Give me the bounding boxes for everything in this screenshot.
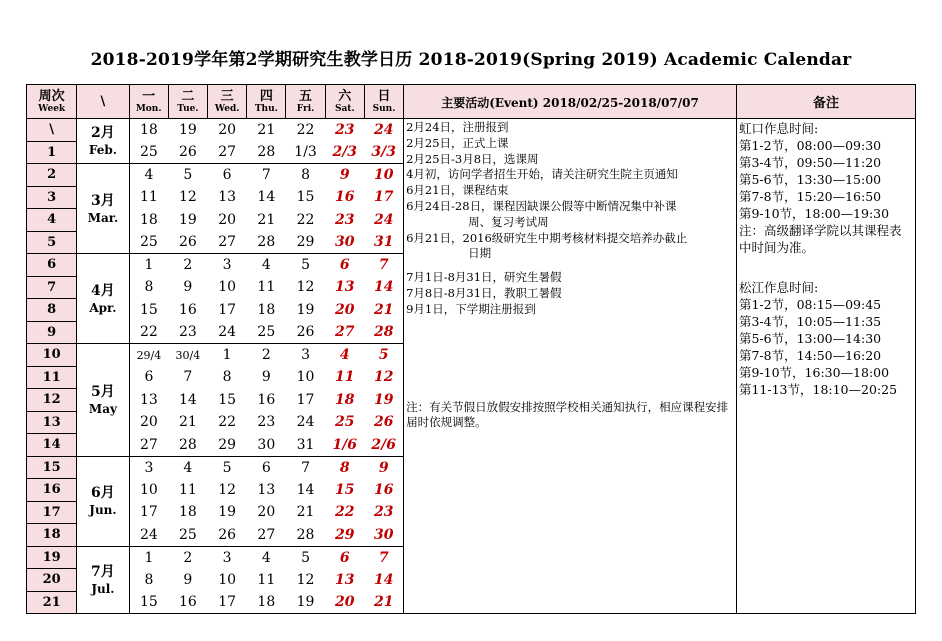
day-cell: 16 bbox=[364, 479, 403, 502]
day-cell: 24 bbox=[296, 414, 315, 431]
day-cell: 4 bbox=[325, 344, 364, 367]
day-cell: 11 bbox=[257, 571, 276, 588]
week-number: 8 bbox=[27, 299, 77, 322]
day-header-wed: 三 Wed. bbox=[208, 85, 247, 119]
event-line: 6月21日，2016级研究生中期考核材料提交培养办截止 bbox=[406, 230, 688, 245]
day-cell: 10 bbox=[140, 481, 158, 498]
day-cell: 7 bbox=[364, 254, 403, 277]
day-cell: 17 bbox=[140, 504, 158, 521]
week-number: 20 bbox=[27, 569, 77, 592]
month-label-hz: 7月 bbox=[91, 563, 115, 580]
month-label-hz: 5月 bbox=[91, 383, 115, 400]
events-note: 注：有关节假日放假安排按照学校相关通知执行，相应课程安排届时依规调整。 bbox=[406, 399, 729, 430]
day-cell: 10 bbox=[296, 369, 315, 386]
week-number: 12 bbox=[27, 389, 77, 412]
songjiang-period: 第11-13节，18:10—20:25 bbox=[738, 382, 898, 397]
day-cell: 27 bbox=[208, 141, 247, 164]
day-cell: 23 bbox=[257, 414, 276, 431]
day-cell: 18 bbox=[129, 119, 168, 142]
day-cell: 27 bbox=[325, 321, 364, 344]
day-cell: 12 bbox=[296, 571, 315, 588]
day-cell: 28 bbox=[286, 524, 325, 547]
day-cell: 3 bbox=[129, 456, 168, 479]
day-header-sat: 六 Sat. bbox=[325, 85, 364, 119]
hongkou-period: 第5-6节，13:30—15:00 bbox=[738, 172, 882, 187]
day-cell: 23 bbox=[335, 211, 355, 228]
event-line: 2月25日-3月8日，选课周 bbox=[406, 151, 539, 166]
day-cell: 12 bbox=[364, 366, 403, 389]
week-number: 3 bbox=[27, 186, 77, 209]
week-number: 21 bbox=[27, 591, 77, 614]
week-number: 1 bbox=[27, 141, 77, 164]
day-cell: 8 bbox=[325, 456, 364, 479]
day-header-fri: 五 Fri. bbox=[286, 85, 325, 119]
day-cell: 6 bbox=[208, 164, 247, 187]
month-label-en: May bbox=[88, 401, 117, 416]
week-number: 19 bbox=[27, 546, 77, 569]
event-line: 日期 bbox=[468, 246, 492, 261]
day-cell: 31 bbox=[286, 434, 325, 457]
day-cell: 5 bbox=[168, 164, 207, 187]
day-cell: 9 bbox=[364, 456, 403, 479]
day-cell: 2/3 bbox=[325, 141, 364, 164]
day-cell: 16 bbox=[257, 391, 276, 408]
day-cell: 3 bbox=[208, 254, 247, 277]
month-label-hz: 3月 bbox=[91, 192, 115, 209]
day-cell: 30/4 bbox=[168, 344, 207, 367]
day-cell: 2/6 bbox=[364, 434, 403, 457]
day-cell: 15 bbox=[218, 391, 237, 408]
month-cell bbox=[77, 164, 129, 254]
hongkou-period: 第7-8节，15:20—16:50 bbox=[738, 189, 882, 204]
day-cell: 8 bbox=[144, 571, 154, 588]
day-header-sun: 日 Sun. bbox=[364, 85, 403, 119]
day-cell: 21 bbox=[178, 414, 197, 431]
day-cell: 15 bbox=[129, 591, 168, 614]
day-cell: 21 bbox=[296, 504, 315, 521]
week-number: 11 bbox=[27, 366, 77, 389]
day-cell: 20 bbox=[325, 591, 364, 614]
day-cell: 15 bbox=[335, 481, 355, 498]
day-cell: 26 bbox=[168, 231, 207, 254]
day-cell: 11 bbox=[257, 279, 276, 296]
hongkou-period: 第1-2节，08:00—09:30 bbox=[738, 138, 882, 153]
day-cell: 9 bbox=[325, 164, 364, 187]
songjiang-period: 第7-8节，14:50—16:20 bbox=[738, 348, 882, 363]
day-cell: 22 bbox=[335, 504, 355, 521]
day-cell: 13 bbox=[335, 279, 355, 296]
hongkou-note: 注：高级翻译学院以其课程表中时间为准。 bbox=[738, 223, 902, 255]
day-cell: 26 bbox=[208, 524, 247, 547]
day-cell: 5 bbox=[286, 546, 325, 569]
event-line: 2月24日，注册报到 bbox=[406, 120, 509, 134]
day-cell: 16 bbox=[178, 301, 197, 318]
day-cell: 10 bbox=[218, 279, 237, 296]
day-cell: 8 bbox=[286, 164, 325, 187]
day-cell: 28 bbox=[247, 141, 286, 164]
day-cell: 17 bbox=[208, 591, 247, 614]
week-number: 6 bbox=[27, 254, 77, 277]
day-cell: 10 bbox=[364, 164, 403, 187]
month-cell bbox=[77, 456, 129, 546]
week-number: 7 bbox=[27, 276, 77, 299]
day-cell: 6 bbox=[325, 546, 364, 569]
day-cell: 17 bbox=[296, 391, 315, 408]
day-cell: 28 bbox=[364, 321, 403, 344]
day-cell: 19 bbox=[296, 301, 315, 318]
week-number: 17 bbox=[27, 501, 77, 524]
day-cell: 7 bbox=[286, 456, 325, 479]
day-cell: 10 bbox=[218, 571, 237, 588]
day-cell: 19 bbox=[286, 591, 325, 614]
day-cell: 5 bbox=[208, 456, 247, 479]
day-cell: 16 bbox=[335, 189, 355, 206]
day-cell: 21 bbox=[364, 591, 403, 614]
day-cell: 14 bbox=[178, 391, 197, 408]
day-cell: 30 bbox=[364, 524, 403, 547]
day-cell: 5 bbox=[286, 254, 325, 277]
event-line: 6月24日-28日，课程因缺课公假等中断情况集中补课 bbox=[406, 198, 677, 213]
day-cell: 26 bbox=[286, 321, 325, 344]
day-cell: 30 bbox=[325, 231, 364, 254]
day-cell: 30 bbox=[247, 434, 286, 457]
events-header: 主要活动(Event) 2018/02/25-2018/07/07 bbox=[404, 85, 737, 119]
day-cell: 9 bbox=[183, 571, 193, 588]
day-cell: 25 bbox=[129, 141, 168, 164]
day-cell: 20 bbox=[140, 414, 158, 431]
day-cell: 19 bbox=[168, 119, 207, 142]
day-cell: 23 bbox=[325, 119, 364, 142]
event-line: 9月1日，下学期注册报到 bbox=[406, 301, 536, 316]
day-cell: 1/3 bbox=[286, 141, 325, 164]
day-cell: 22 bbox=[218, 414, 237, 431]
calendar-table bbox=[26, 84, 916, 614]
day-cell: 3 bbox=[286, 344, 325, 367]
week-number: 14 bbox=[27, 434, 77, 457]
day-cell: 8 bbox=[144, 279, 154, 296]
day-cell: 4 bbox=[168, 456, 207, 479]
month-label-en: Mar. bbox=[87, 210, 119, 225]
week-number: 18 bbox=[27, 524, 77, 547]
day-cell: 21 bbox=[364, 299, 403, 322]
event-line: 6月21日，课程结束 bbox=[406, 183, 509, 198]
day-cell: 19 bbox=[218, 504, 237, 521]
day-cell: 21 bbox=[257, 211, 276, 228]
day-cell: 3/3 bbox=[364, 141, 403, 164]
day-cell: 6 bbox=[325, 254, 364, 277]
day-cell: 19 bbox=[364, 389, 403, 412]
hongkou-period: 第3-4节，09:50—11:20 bbox=[738, 155, 882, 170]
day-cell: 29 bbox=[325, 524, 364, 547]
day-cell: 25 bbox=[129, 231, 168, 254]
day-cell: 29/4 bbox=[129, 344, 168, 367]
day-cell: 13 bbox=[140, 391, 158, 408]
event-line: 7月8日-8月31日，教职工暑假 bbox=[406, 285, 562, 300]
day-cell: 19 bbox=[178, 211, 197, 228]
day-cell: 12 bbox=[218, 481, 237, 498]
day-cell: 4 bbox=[247, 254, 286, 277]
day-cell: 14 bbox=[257, 189, 276, 206]
day-cell: 23 bbox=[364, 501, 403, 524]
day-cell: 25 bbox=[168, 524, 207, 547]
hongkou-period: 第9-10节，18:00—19:30 bbox=[738, 206, 890, 221]
week-number: 16 bbox=[27, 479, 77, 502]
day-cell: 22 bbox=[286, 119, 325, 142]
songjiang-period: 第5-6节，13:00—14:30 bbox=[738, 331, 882, 346]
day-cell: 27 bbox=[208, 231, 247, 254]
notes-header: 备注 bbox=[736, 85, 915, 119]
week-number: \ bbox=[27, 119, 77, 142]
event-line: 4月初，访问学者招生开始，请关注研究生院主页通知 bbox=[406, 167, 678, 182]
day-cell: 18 bbox=[178, 504, 197, 521]
songjiang-title: 松江作息时间: bbox=[738, 280, 819, 295]
day-cell: 6 bbox=[247, 456, 286, 479]
day-cell: 15 bbox=[140, 301, 158, 318]
day-cell: 23 bbox=[168, 321, 207, 344]
day-cell: 8 bbox=[222, 369, 232, 386]
event-line: 7月1日-8月31日，研究生暑假 bbox=[406, 270, 562, 285]
month-cell bbox=[77, 254, 129, 344]
day-cell: 26 bbox=[364, 411, 403, 434]
day-cell: 7 bbox=[247, 164, 286, 187]
day-cell: 1 bbox=[208, 344, 247, 367]
songjiang-period: 第1-2节，08:15—09:45 bbox=[738, 297, 882, 312]
header-row bbox=[27, 85, 916, 119]
day-cell: 7 bbox=[364, 546, 403, 569]
day-cell: 11 bbox=[178, 481, 197, 498]
day-cell: 14 bbox=[296, 481, 315, 498]
day-cell: 28 bbox=[168, 434, 207, 457]
page-title: 2018-2019学年第2学期研究生教学日历 2018-2019(Spring 2019) Academic Calendar bbox=[90, 50, 852, 70]
day-cell: 1 bbox=[129, 254, 168, 277]
day-cell: 29 bbox=[208, 434, 247, 457]
month-label-en: Jul. bbox=[91, 581, 115, 596]
day-cell: 25 bbox=[247, 321, 286, 344]
day-cell: 14 bbox=[364, 276, 403, 299]
day-cell: 18 bbox=[335, 391, 355, 408]
month-label-hz: 4月 bbox=[91, 282, 115, 299]
day-cell: 5 bbox=[364, 344, 403, 367]
day-cell: 16 bbox=[168, 591, 207, 614]
day-cell: 12 bbox=[296, 279, 315, 296]
day-cell: 18 bbox=[257, 301, 276, 318]
day-cell: 4 bbox=[129, 164, 168, 187]
week-number: 5 bbox=[27, 231, 77, 254]
event-line: 2月25日，正式上课 bbox=[406, 135, 509, 150]
day-cell: 17 bbox=[218, 301, 237, 318]
month-label-hz: 2月 bbox=[91, 125, 115, 141]
day-cell: 17 bbox=[364, 186, 403, 209]
day-cell: 14 bbox=[364, 569, 403, 592]
songjiang-period: 第3-4节，10:05—11:35 bbox=[738, 314, 882, 329]
day-cell: 28 bbox=[247, 231, 286, 254]
day-cell: 11 bbox=[140, 189, 158, 206]
day-cell: 21 bbox=[247, 119, 286, 142]
day-cell: 27 bbox=[129, 434, 168, 457]
day-cell: 4 bbox=[247, 546, 286, 569]
month-label-en: Jun. bbox=[89, 503, 117, 517]
day-cell: 1 bbox=[129, 546, 168, 569]
day-cell: 9 bbox=[261, 369, 271, 386]
day-header-mon: 一 Mon. bbox=[129, 85, 168, 119]
day-cell: 13 bbox=[218, 189, 237, 206]
week-header-en: Week bbox=[38, 103, 66, 114]
week-number: 13 bbox=[27, 411, 77, 434]
hongkou-title: 虹口作息时间: bbox=[738, 121, 819, 136]
week-row bbox=[27, 119, 916, 142]
day-cell: 26 bbox=[168, 141, 207, 164]
day-cell: 9 bbox=[183, 279, 193, 296]
songjiang-period: 第9-10节，16:30—18:00 bbox=[738, 365, 890, 380]
day-cell: 25 bbox=[335, 414, 355, 431]
day-cell: 13 bbox=[257, 481, 276, 498]
week-number: 15 bbox=[27, 456, 77, 479]
month-cell bbox=[77, 546, 129, 614]
month-label-en: Apr. bbox=[89, 300, 117, 315]
day-cell: 22 bbox=[129, 321, 168, 344]
month-header: \ bbox=[77, 85, 129, 119]
week-number: 2 bbox=[27, 164, 77, 187]
month-cell bbox=[77, 344, 129, 457]
day-cell: 2 bbox=[168, 254, 207, 277]
day-cell: 24 bbox=[129, 524, 168, 547]
day-cell: 20 bbox=[218, 211, 237, 228]
day-cell: 2 bbox=[247, 344, 286, 367]
events-cell bbox=[404, 119, 737, 614]
day-cell: 3 bbox=[208, 546, 247, 569]
day-header-thu: 四 Thu. bbox=[247, 85, 286, 119]
day-cell: 7 bbox=[183, 369, 193, 386]
week-header bbox=[27, 85, 77, 119]
day-cell: 13 bbox=[335, 571, 355, 588]
day-header-tue: 二 Tue. bbox=[168, 85, 207, 119]
day-cell: 2 bbox=[168, 546, 207, 569]
day-cell: 18 bbox=[247, 591, 286, 614]
day-cell: 20 bbox=[257, 504, 276, 521]
week-header-hz: 周次 bbox=[38, 88, 65, 104]
month-label-en: Feb. bbox=[88, 143, 117, 157]
month-cell bbox=[77, 119, 129, 164]
day-cell: 18 bbox=[140, 211, 158, 228]
day-cell: 24 bbox=[364, 119, 403, 142]
day-cell: 24 bbox=[208, 321, 247, 344]
day-cell: 29 bbox=[286, 231, 325, 254]
event-line: 周、复习考试周 bbox=[468, 214, 549, 229]
day-cell: 12 bbox=[178, 189, 197, 206]
day-cell: 15 bbox=[296, 189, 315, 206]
month-label-hz: 6月 bbox=[91, 485, 115, 501]
day-cell: 20 bbox=[208, 119, 247, 142]
day-cell: 27 bbox=[247, 524, 286, 547]
week-number: 9 bbox=[27, 321, 77, 344]
day-cell: 24 bbox=[364, 209, 403, 232]
day-cell: 22 bbox=[296, 211, 315, 228]
day-cell: 31 bbox=[364, 231, 403, 254]
day-cell: 11 bbox=[335, 369, 355, 386]
week-number: 4 bbox=[27, 209, 77, 232]
day-cell: 20 bbox=[335, 301, 355, 318]
day-cell: 6 bbox=[144, 369, 154, 386]
week-number: 10 bbox=[27, 344, 77, 367]
day-cell: 1/6 bbox=[325, 434, 364, 457]
notes-cell bbox=[736, 119, 915, 614]
